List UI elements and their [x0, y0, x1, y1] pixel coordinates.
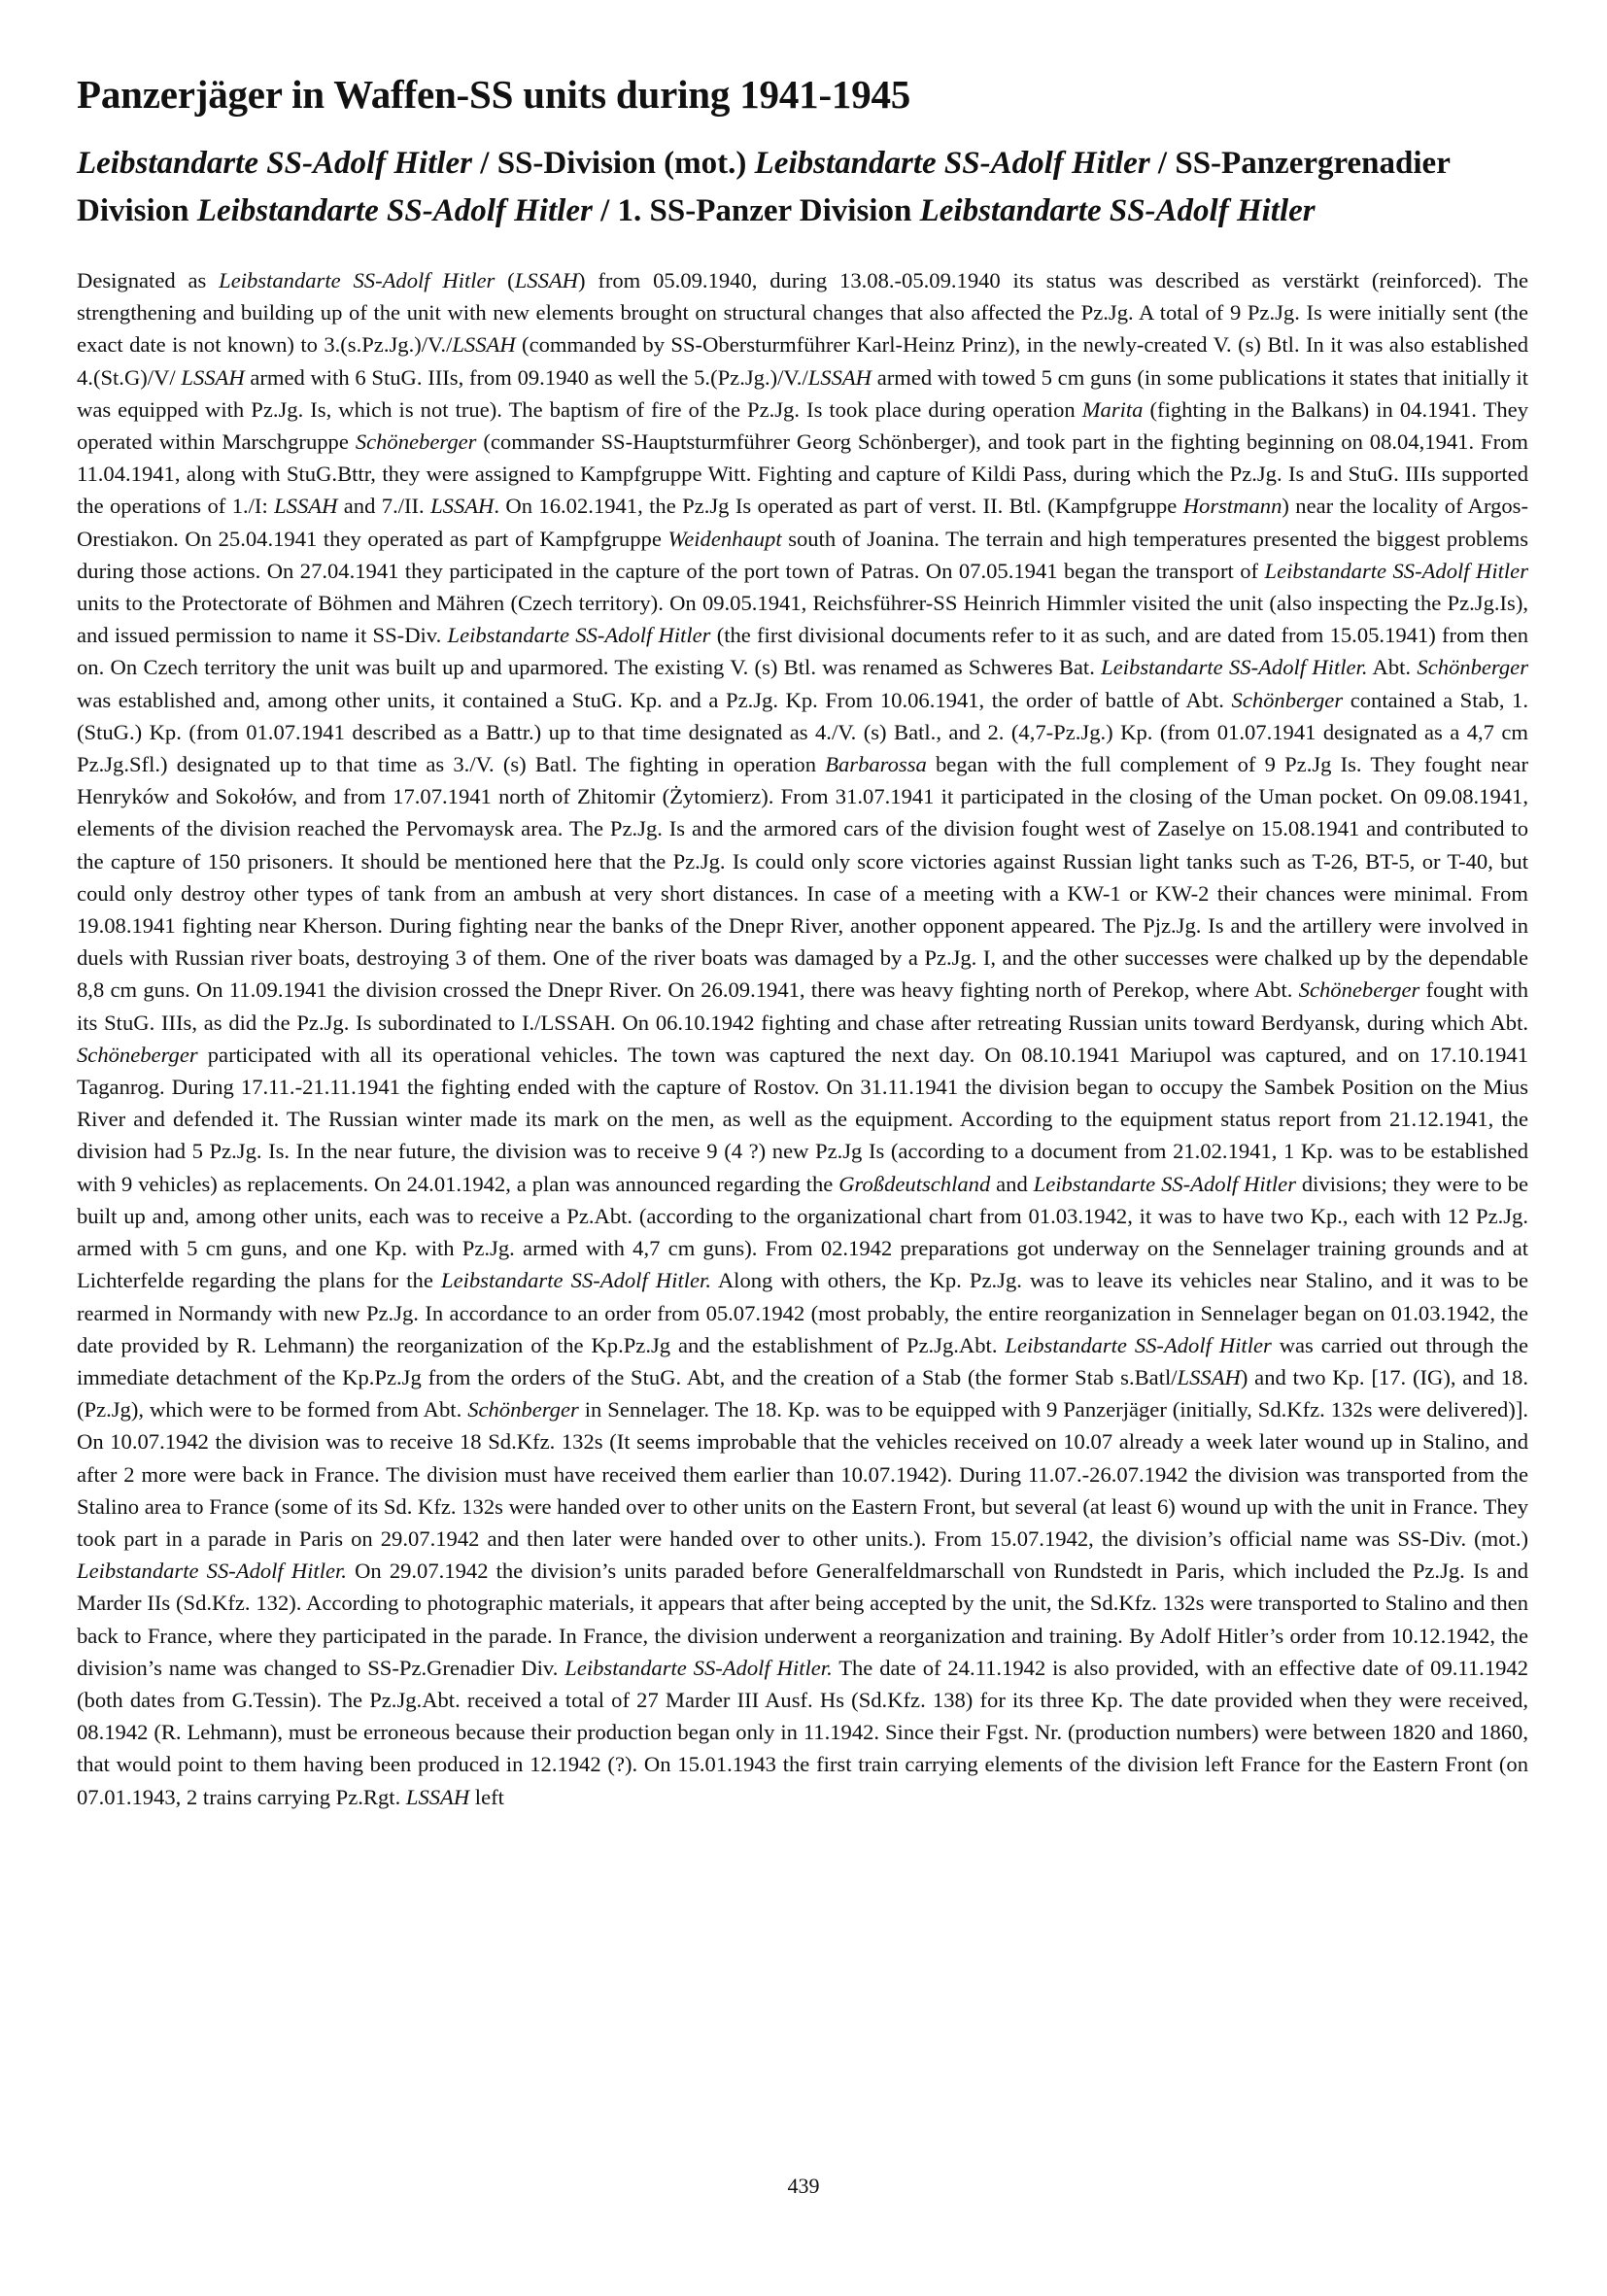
body-paragraph — [77, 264, 1528, 1813]
text-run: units to the Protectorate of Böhmen and Mähren (Czech territory). On 09.05.1941, Reichsführer-SS Heinrich Himmler visited the unit (also inspecting the Pz.Jg.Is), and issued permission to name it SS-Div. — [77, 591, 1528, 648]
text-run: began with the full complement of 9 Pz.Jg Is. They fought near Henryków and Sokołów, and from 17.07.1941 north of Zhitomir (Żytomierz). From 31.07.1941 it participated in the closing of the Uman pocket. On 09.08.1941, elements of the division reached the Pervomaysk area. The Pz.Jg. Is and the armored cars of the division fought west of Zaselye on 15.08.1941 and contributed to the capture of 150 prisoners. It should be mentioned here that the Pz.Jg. Is could only score victories against Russian light tanks such as T-26, BT-5, or T-40, but could only destroy other types of tank from an ambush at very short distances. In case of a meeting with a KW-1 or KW-2 their chances were minimal. From 19.08.1941 fighting near Kherson. During fighting near the banks of the Dnepr River, another opponent appeared. The Pjz.Jg. Is and the artillery were involved in duels with Russian river boats, destroying 3 of them. One of the river boats was damaged by a Pz.Jg. I, and the other successes were chalked up by the dependable 8,8 cm guns. On 11.09.1941 the division crossed the Dnepr River. On 26.09.1941, there was heavy fighting north of Perekop, where Abt. — [77, 752, 1528, 1003]
text-run: armed with towed 5 cm guns (in some publications it states that initially it was equipped with Pz.Jg. Is, which is not true). The baptism of fire of the Pz.Jg. Is took place during operation — [77, 364, 1528, 422]
text-run: Abt. — [1367, 655, 1418, 680]
text-run: The date of 24.11.1942 is also provided, with an effective date of 09.11.1942 (both dates from G.Tessin). The Pz.Jg.Abt. received a total of 27 Marder III Ausf. Hs (Sd.Kfz. 138) for its three Kp. The date provided when they were received, 08.1942 (R. Lehmann), must be erroneous because their production began only in 11.1942. Since their Fgst. Nr. (production numbers) were between 1820 and 1860, that would point to them having been produced in 12.1942 (?). On 15.01.1943 the first train carrying elements of the division left France for the Eastern Front (on 07.01.1943, 2 trains carrying Pz.Rgt. — [77, 1655, 1529, 1809]
text-run: Designated as — [77, 268, 220, 292]
text-run: On 29.07.1942 the division’s units paraded before Generalfeldmarschall von Rundstedt in Paris, which included the Pz.Jg. Is and Marder IIs (Sd.Kfz. 132). According to photographic materials, it appears that after being accepted by the unit, the Sd.Kfz. 132s were transported to Stalino and then back to France, where they participated in the parade. In France, the division underwent a reorganization and training. By Adolf Hitler’s order from 10.12.1942, the division’s name was changed to SS-Pz.Grenadier Div. — [77, 1559, 1529, 1680]
text-run: (commander SS-Hauptsturmführer Georg Schönberger), and took part in the fighting beginning on 08.04,1941. From 11.04.1941, along with StuG.Bttr, they were assigned to Kampfgruppe Witt. Fighting and capture of Kildi Pass, during which the Pz.Jg. Is and StuG. IIIs supported the operations of 1./I: — [77, 429, 1529, 519]
italic-text-run: Leibstandarte SS-Adolf Hitler — [919, 193, 1316, 228]
section-heading — [77, 140, 1528, 235]
text-run: ) from 05.09.1940, during 13.08.-05.09.1940 its status was described as verstärkt (reinforced). The strengthening and building up of the unit with new elements brought on structural changes that also affected the Pz.Jg. A total of 9 Pz.Jg. Is were initially sent (the exact date is not known) to 3.(s.Pz.Jg.)/V./ — [77, 268, 1528, 358]
italic-text-run: Leibstandarte SS-Adolf Hitler. — [1101, 655, 1368, 680]
italic-text-run: LSSAH — [452, 332, 516, 358]
italic-text-run: Schönberger — [1417, 655, 1529, 680]
text-run: ( — [495, 268, 515, 292]
italic-text-run: Leibstandarte SS-Adolf Hitler — [77, 146, 473, 181]
italic-text-run: Leibstandarte SS-Adolf Hitler — [447, 623, 711, 648]
italic-text-run: Leibstandarte SS-Adolf Hitler — [196, 193, 593, 228]
italic-text-run: Großdeutschland — [838, 1171, 991, 1196]
text-run: / 1. SS-Panzer Division — [592, 193, 920, 228]
text-run: contained a Stab, 1. (StuG.) Kp. (from 01.07.1941 described as a Battr.) up to that time designated as 4./V. (s) Batl., and 2. (4,7-Pz.Jg.) Kp. (from 01.07.1941 designated as a 4,7 cm Pz.Jg.Sfl.) designated up to that time as 3./V. (s) Batl. The fighting in operation — [77, 687, 1528, 777]
text-run: (fighting in the Balkans) in 04.1941. They operated within Marschgruppe — [77, 396, 1529, 455]
italic-text-run: Weidenhaupt — [667, 526, 782, 551]
text-run: left — [469, 1784, 504, 1809]
text-run: was carried out through the immediate detachment of the Kp.Pz.Jg from the orders of the StuG. Abt, and the creation of a Stab (the former Stab s.Batl/ — [77, 1332, 1528, 1389]
text-run: was established and, among other units, it contained a StuG. Kp. and a Pz.Jg. Kp. From 10.06.1941, the order of battle of Abt. — [77, 687, 1232, 712]
italic-text-run: Leibstandarte SS-Adolf Hitler — [1264, 558, 1529, 583]
text-run: in Sennelager. The 18. Kp. was to be equipped with 9 Panzerjäger (initially, Sd.Kfz. 132s were delivered)]. On 10.07.1942 the division was to receive 18 Sd.Kfz. 132s (It seems improbable that the vehicles received on 10.07 already a week later wound up in Stalino, and after 2 more were back in France. The division must have received them earlier than 10.07.1942). During 11.07.-26.07.1942 the division was transported from the Stalino area to France (some of its Sd. Kfz. 132s were handed over to other units on the Eastern Front, but several (at least 6) wound up with the unit in France. They took part in a parade in Paris on 29.07.1942 and then later were handed over to other units.). From 15.07.1942, the division’s official name was SS-Div. (mot.) — [77, 1397, 1528, 1551]
text-run: (commanded by SS-Obersturmführer Karl-Heinz Prinz), in the newly-created V. (s) Btl. In it was also established 4.(St.G)/V/ — [77, 332, 1528, 390]
page-title: Panzerjäger in Waffen-SS units during 1941-1945 — [77, 72, 911, 117]
italic-text-run: LSSAH — [514, 268, 578, 292]
italic-text-run: Horstmann — [1182, 494, 1282, 519]
italic-text-run: Barbarossa — [825, 752, 927, 777]
italic-text-run: Leibstandarte SS-Adolf Hitler. — [441, 1268, 711, 1293]
italic-text-run: LSSAH — [1177, 1364, 1241, 1389]
text-run: and 7./II. — [337, 494, 431, 519]
text-run: participated with all its operational vehicles. The town was captured the next day. On 08.10.1941 Mariupol was captured, and on 17.10.1941 Taganrog. During 17.11.-21.11.1941 the fighting ended with the capture of Rostov. On 31.11.1941 the division began to occupy the Sambek Position on the Mius River and defended it. The Russian winter made its mark on the men, as well as the equipment. According to the equipment status report from 21.12.1941, the division had 5 Pz.Jg. Is. In the near future, the division was to receive 9 (4 ?) new Pz.Jg Is (according to a document from 21.02.1941, 1 Kp. was to be established with 9 vehicles) as replacements. On 24.01.1942, a plan was announced regarding the — [77, 1042, 1528, 1196]
italic-text-run: LSSAH — [181, 364, 245, 390]
text-run: ) and two Kp. [17. (IG), and 18. (Pz.Jg), which were to be formed from Abt. — [77, 1364, 1528, 1422]
italic-text-run: LSSAH — [807, 364, 872, 390]
text-run: and — [990, 1171, 1034, 1196]
italic-text-run: Leibstandarte SS-Adolf Hitler. — [564, 1655, 833, 1680]
text-run: . On 16.02.1941, the Pz.Jg Is operated as part of verst. II. Btl. (Kampfgruppe — [494, 494, 1183, 519]
text-run: armed with 6 StuG. IIIs, from 09.1940 as well the 5.(Pz.Jg.)/V./ — [244, 364, 808, 390]
italic-text-run: Leibstandarte SS-Adolf Hitler — [1033, 1171, 1296, 1196]
italic-text-run: Leibstandarte SS-Adolf Hitler — [219, 268, 496, 292]
italic-text-run: Leibstandarte SS-Adolf Hitler. — [77, 1559, 347, 1584]
italic-text-run: Schöneberger — [77, 1042, 198, 1067]
text-run: ) near the locality of Argos-Orestiakon. On 25.04.1941 they operated as part of Kampfgruppe — [77, 494, 1528, 551]
text-run: fought with its StuG. IIIs, as did the Pz.Jg. Is subordinated to I./LSSAH. On 06.10.1942 fighting and chase after retreating Russian units toward Berdyansk, during which Abt. — [77, 977, 1528, 1035]
italic-text-run: Leibstandarte SS-Adolf Hitler — [1005, 1332, 1272, 1357]
italic-text-run: Marita — [1081, 396, 1144, 422]
text-run: Along with others, the Kp. Pz.Jg. was to leave its vehicles near Stalino, and it was to be rearmed in Normandy with new Pz.Jg. In accordance to an order from 05.07.1942 (most probably, the entire reorganization in Sennelager began on 01.03.1942, the date provided by R. Lehmann) the reorganization of the Kp.Pz.Jg and the establishment of Pz.Jg.Abt. — [77, 1268, 1528, 1357]
text-run: south of Joanina. The terrain and high temperatures presented the biggest problems during those actions. On 27.04.1941 they participated in the capture of the port town of Patras. On 07.05.1941 began the transport of — [77, 526, 1529, 583]
text-run: (the first divisional documents refer to it as such, and are dated from 15.05.1941) from then on. On Czech territory the unit was built up and uparmored. The existing V. (s) Btl. was renamed as Schweres Bat. — [77, 623, 1529, 680]
italic-text-run: LSSAH — [274, 494, 338, 519]
page-number: 439 — [787, 2174, 820, 2198]
text-run: / SS-Division (mot.) — [472, 146, 755, 181]
italic-text-run: Leibstandarte SS-Adolf Hitler — [754, 146, 1150, 181]
italic-text-run: Schöneberger — [355, 429, 477, 455]
italic-text-run: LSSAH — [430, 494, 495, 519]
italic-text-run: Schönberger — [467, 1397, 579, 1422]
italic-text-run: LSSAH — [405, 1784, 470, 1809]
text-run: / SS-Panzergrenadier Division — [77, 146, 1451, 228]
italic-text-run: Schöneberger — [1298, 977, 1420, 1003]
text-run: divisions; they were to be built up and, among other units, each was to receive a Pz.Abt. (according to the organizational chart from 01.03.1942, it was to have two Kp., each with 12 Pz.Jg. armed with 5 cm guns, and one Kp. with Pz.Jg. armed with 4,7 cm guns). From 02.1942 preparations got underway on the Sennelager training grounds and at Lichterfelde regarding the plans for the — [77, 1171, 1528, 1293]
document-page — [77, 68, 1528, 2274]
italic-text-run: Schönberger — [1231, 687, 1344, 712]
